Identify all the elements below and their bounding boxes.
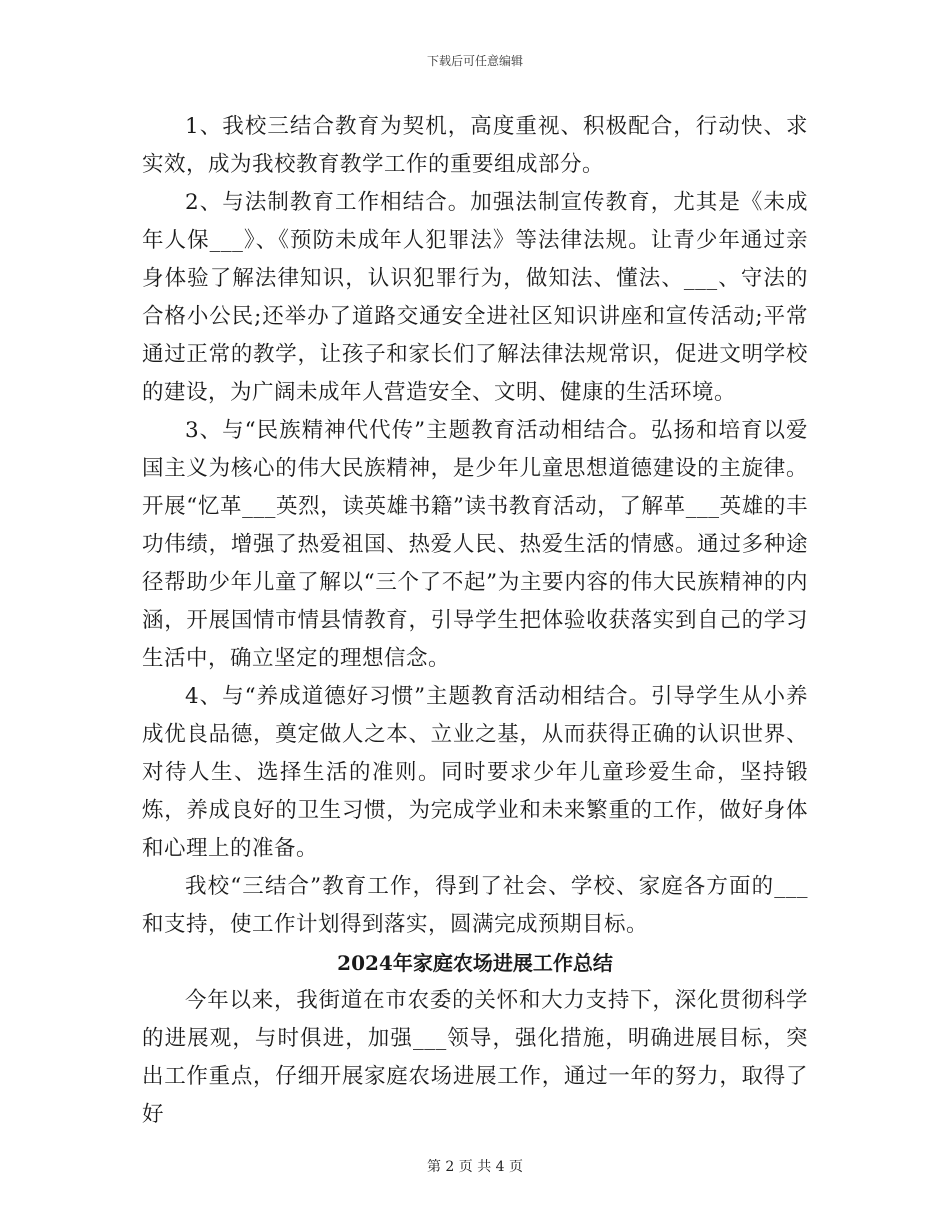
page-header-note: 下载后可任意编辑 xyxy=(426,54,523,68)
paragraph-3: 3、与“民族精神代代传”主题教育活动相结合。弘扬和培育以爱国主义为核心的伟大民族精神，是少年儿童思想道德建设的主旋律。开展“忆革___英烈，读英雄书籍”读书教育活动，了解革___英雄的丰功伟绩，增强了热爱祖国、热爱人民、热爱生活的情感。通过多种途径帮助少年儿童了解以“三个了不起”为主要内容的伟大民族精神的内涵，开展国情市情县情教育，引导学生把体验收获落实到自己的学习生活中，确立坚定的理想信念。 xyxy=(142,418,808,671)
paragraph-2: 2、与法制教育工作相结合。加强法制宣传教育，尤其是《未成年人保___》、《预防未成年人犯罪法》等法律法规。让青少年通过亲身体验了解法律知识，认识犯罪行为，做知法、懂法、___、守法的合格小公民;还举办了道路交通安全进社区知识讲座和宣传活动;平常通过正常的教学，让孩子和家长们了解法律法规常识，促进文明学校的建设，为广阔未成年人营造安全、文明、健康的生活环境。 xyxy=(142,190,808,405)
document-body xyxy=(142,108,808,1134)
page-number: 第 2 页 共 4 页 xyxy=(426,1159,524,1175)
paragraph-5: 我校“三结合”教育工作，得到了社会、学校、家庭各方面的___和支持，使工作计划得到落实，圆满完成预期目标。 xyxy=(142,874,808,937)
paragraph-4: 4、与“养成道德好习惯”主题教育活动相结合。引导学生从小养成优良品德，奠定做人之本、立业之基，从而获得正确的认识世界、对待人生、选择生活的准则。同时要求少年儿童珍爱生命，坚持锻炼，养成良好的卫生习惯，为完成学业和未来繁重的工作，做好身体和心理上的准备。 xyxy=(142,684,808,861)
paragraph-1: 1、我校三结合教育为契机，高度重视、积极配合，行动快、求实效，成为我校教育教学工作的重要组成部分。 xyxy=(142,114,808,177)
section-paragraph: 今年以来，我街道在市农委的关怀和大力支持下，深化贯彻科学的进展观，与时俱进，加强___领导，强化措施，明确进展目标，突出工作重点，仔细开展家庭农场进展工作，通过一年的努力，取得了好 xyxy=(142,988,808,1127)
section-title: 2024年家庭农场进展工作总结 xyxy=(337,951,613,975)
